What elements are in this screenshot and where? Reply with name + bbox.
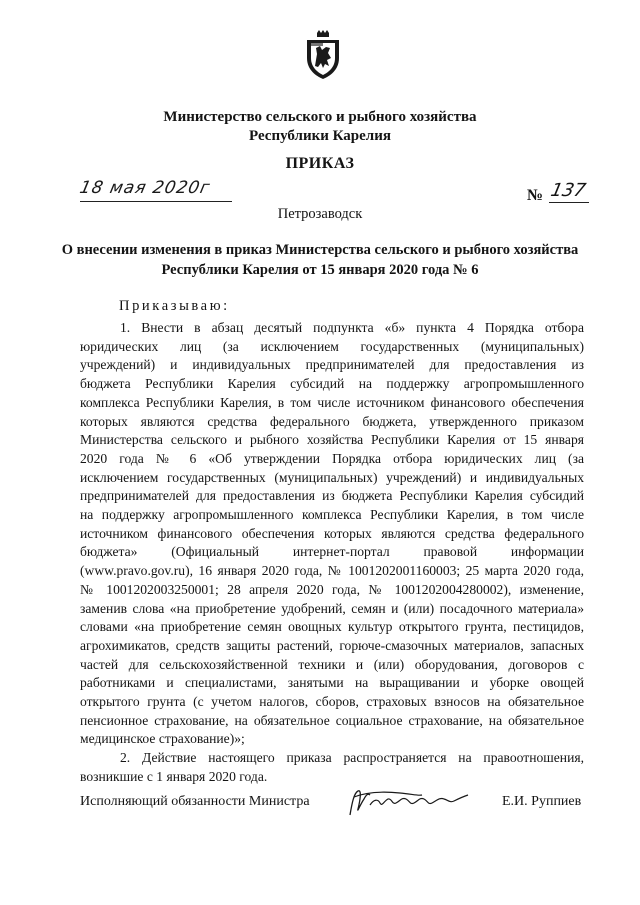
signer-position: Исполняющий обязанности Министра xyxy=(80,794,310,809)
ministry-name-line2: Республики Карелия xyxy=(249,128,391,144)
body-line: бюджета» (Официальный интернет-портал правовой информации xyxy=(80,544,584,560)
body-line: (www.pravo.gov.ru), 16 января 2020 года, № 1001202001160003; 25 марта 2020 года, xyxy=(80,563,584,579)
body-line: агрохимикатов, средств защиты растений, горюче-смазочных материалов, запасных xyxy=(80,637,584,653)
city: Петрозаводск xyxy=(277,206,363,222)
body-line: бюджета Республики Карелия субсидий на поддержку агропромышленного xyxy=(80,376,584,392)
body-line: исключением государственных (муниципальных) учреждений) и индивидуальных xyxy=(80,469,584,485)
document-number xyxy=(527,180,597,205)
body-line: предпринимателей для предоставления из бюджета Республики Карелия субсидий xyxy=(80,488,584,504)
body-line: юридических лиц (за исключением государственных (муниципальных) xyxy=(80,338,584,354)
body-line: на поддержку агропромышленного комплекса Республики Карелия, в том числе xyxy=(80,507,584,523)
coat-of-arms-icon xyxy=(303,30,343,80)
ministry-name-line1: Министерство сельского и рыбного хозяйства xyxy=(163,109,477,125)
document-title xyxy=(50,240,590,280)
body-line: Министерства сельского и рыбного хозяйства Республики Карелия от 15 января xyxy=(80,432,584,448)
title-line2: Республики Карелия от 15 января 2020 года № 6 xyxy=(161,262,479,278)
body-line: № 1001202003250001; 28 апреля 2020 года, № 1001202004280002), изменение, xyxy=(80,581,584,597)
body-line: учреждений) и индивидуальных предпринимателей для предоставления из xyxy=(80,357,584,373)
document-type: ПРИКАЗ xyxy=(285,155,355,172)
body-line: открытого грунта (с учетом налогов, сборов, страховых взносов на обязательное xyxy=(80,694,584,710)
handwritten-number: 137 xyxy=(548,180,588,201)
signer-name: Е.И. Руппиев xyxy=(502,794,582,809)
body-line: работниками и специалистами, занятыми на выращивании и уборке овощей xyxy=(80,675,584,691)
ministry-name xyxy=(0,108,640,146)
body-text xyxy=(80,319,584,787)
body-line: пенсионное страхование, на обязательное социальное страхование, на обязательное xyxy=(80,712,584,728)
order-word: Приказываю: xyxy=(119,298,230,314)
body-line: словами «на приобретение семян овощных культур открытого грунта, пестицидов, xyxy=(80,619,584,635)
body-line: частей для сельскохозяйственной техники и (или) оборудования, договоров с xyxy=(80,656,584,672)
body-line: 1. Внести в абзац десятый подпункта «б» пункта 4 Порядка отбора xyxy=(120,320,584,335)
body-line: медицинское страхование)»; xyxy=(80,731,245,747)
title-line1: О внесении изменения в приказ Министерства сельского и рыбного хозяйства xyxy=(61,242,579,258)
body-line: возникшие с 1 января 2020 года. xyxy=(80,768,268,784)
body-line: которых являются средства федерального бюджета, утвержденного приказом xyxy=(80,413,584,429)
body-line: 2. Действие настоящего приказа распространяется на правоотношения, xyxy=(120,750,584,766)
body-line: заменив слова «на приобретение удобрений, семян и (или) посадочного материала» xyxy=(80,600,584,616)
body-line: комплекса Республики Карелия, в том числе источником финансового обеспечения xyxy=(80,394,584,410)
handwritten-date: 18 мая 2020г xyxy=(77,178,213,198)
body-line: 2020 года № 6 «Об утверждении Порядка отбора юридических лиц (за xyxy=(80,450,584,466)
number-underline xyxy=(549,202,589,203)
date-underline xyxy=(80,201,232,202)
signature-icon xyxy=(340,785,475,821)
number-sign: № xyxy=(527,187,544,204)
body-line: источником финансового обеспечения которых являются средства федерального xyxy=(80,525,584,541)
